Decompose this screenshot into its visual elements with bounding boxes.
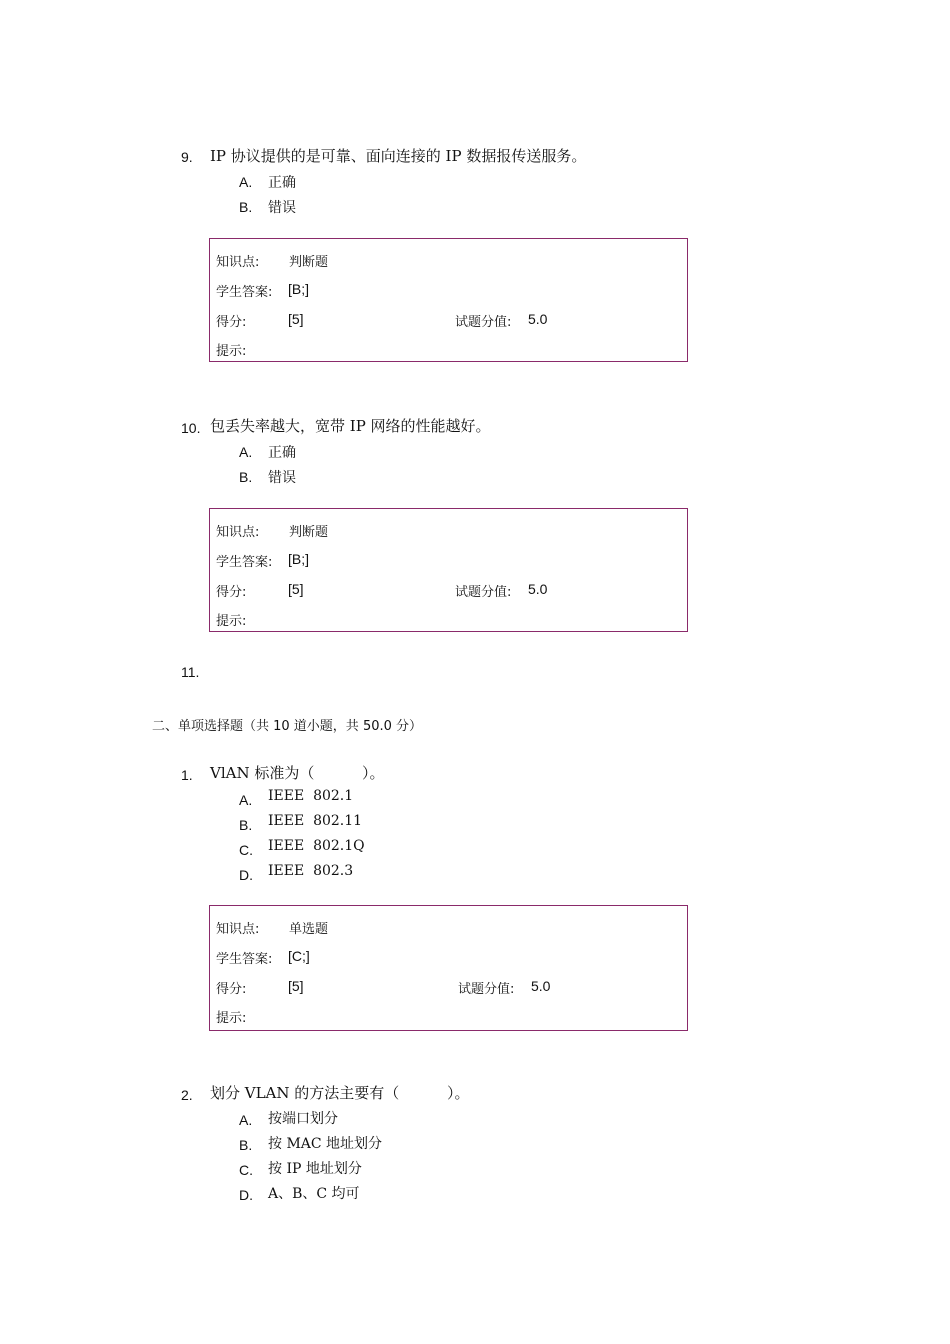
option-letter: A. [239,1112,253,1128]
option-text: IEEE 802.1Q [268,838,365,854]
student-answer-value: [B;] [288,551,310,567]
option-letter: C. [239,1162,253,1178]
points-label: 试题分值: [455,585,512,600]
score-label: 得分: [216,982,247,997]
student-answer-label: 学生答案: [216,285,273,300]
option-letter: B. [239,1137,253,1153]
knowledge-value: 判断题 [289,255,329,270]
knowledge-value: 判断题 [289,525,329,540]
option-letter: B. [239,817,253,833]
question-text: IP 协议提供的是可靠、面向连接的 IP 数据报传送服务。 [210,147,587,165]
knowledge-label: 知识点: [216,255,260,270]
question-number: 11. [181,664,200,680]
option-text: A、B、C 均可 [268,1186,360,1202]
points-label: 试题分值: [458,982,515,997]
question-number: 2. [181,1087,193,1103]
option-letter: A. [239,792,253,808]
points-value: 5.0 [528,581,548,597]
student-answer-label: 学生答案: [216,555,273,570]
question-text: 包丢失率越大，宽带 IP 网络的性能越好。 [210,417,491,435]
score-label: 得分: [216,585,247,600]
question-text: VlAN 标准为（ ）。 [210,764,385,782]
student-answer-value: [B;] [288,281,310,297]
answer-info-box [209,238,688,362]
knowledge-label: 知识点: [216,525,260,540]
option-letter: A. [239,444,253,460]
points-value: 5.0 [531,978,551,994]
option-letter: D. [239,1187,253,1203]
points-value: 5.0 [528,311,548,327]
option-text: 错误 [268,200,296,216]
question-number: 1. [181,767,193,783]
score-value: [5] [288,581,304,597]
student-answer-label: 学生答案: [216,952,273,967]
score-value: [5] [288,311,304,327]
option-text: 按 MAC 地址划分 [268,1136,383,1152]
option-text: 正确 [268,175,296,191]
option-letter: B. [239,469,253,485]
knowledge-label: 知识点: [216,922,260,937]
option-letter: D. [239,867,253,883]
question-number: 9. [181,149,193,165]
question-text: 划分 VLAN 的方法主要有（ ）。 [210,1084,470,1102]
option-text: IEEE 802.1 [268,788,354,804]
option-letter: C. [239,842,253,858]
option-letter: B. [239,199,253,215]
knowledge-value: 单选题 [289,922,329,937]
option-text: 正确 [268,445,296,461]
hint-label: 提示: [216,1011,247,1026]
option-text: IEEE 802.11 [268,813,363,829]
hint-label: 提示: [216,344,247,359]
points-label: 试题分值: [455,315,512,330]
section-title: 二、单项选择题（共 10 道小题，共 50.0 分） [152,719,423,734]
score-value: [5] [288,978,304,994]
answer-info-box [209,508,688,632]
score-label: 得分: [216,315,247,330]
hint-label: 提示: [216,614,247,629]
option-text: 按端口划分 [268,1111,338,1127]
student-answer-value: [C;] [288,948,310,964]
option-text: 按 IP 地址划分 [268,1161,362,1177]
option-letter: A. [239,174,253,190]
option-text: IEEE 802.3 [268,863,354,879]
answer-info-box [209,905,688,1031]
option-text: 错误 [268,470,296,486]
question-number: 10. [181,420,201,436]
